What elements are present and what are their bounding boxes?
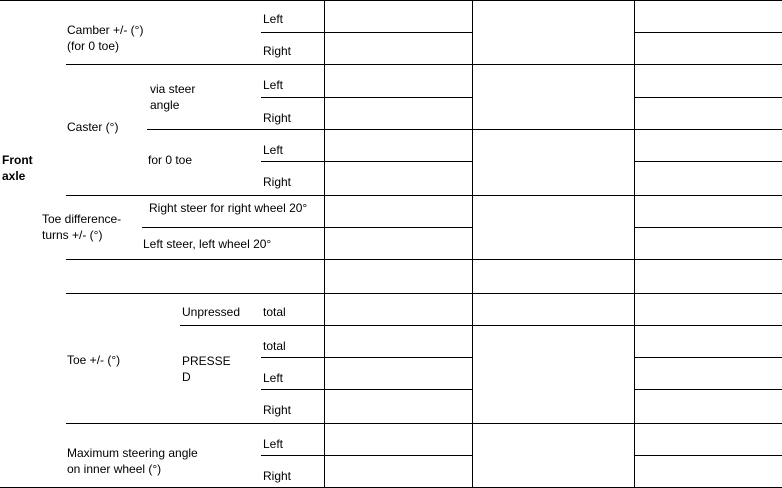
toe-unpressed-label: Unpressed: [182, 305, 241, 319]
caster-label: Caster (°): [67, 120, 119, 134]
grid-line: [66, 259, 782, 260]
toe-pressed-line1: PRESSE: [182, 354, 231, 368]
toe-difference-label: [42, 211, 121, 243]
left-steer-label: Left steer, left wheel 20°: [143, 237, 272, 251]
grid-line: [634, 455, 782, 456]
grid-line: [634, 0, 635, 488]
caster-via-steer-line2: angle: [150, 98, 180, 112]
grid-line: [634, 32, 782, 33]
grid-line: [634, 97, 782, 98]
grid-line: [634, 161, 782, 162]
grid-line: [261, 161, 473, 162]
grid-line: [634, 357, 782, 358]
camber-label-line2: (for 0 toe): [67, 39, 120, 53]
section-label-line1: Front: [2, 153, 33, 167]
caster-via-steer-label: [150, 81, 195, 113]
toe-unpressed-total-label: total: [263, 305, 286, 319]
grid-line: [66, 423, 782, 424]
caster-via-steer-right-label: Right: [263, 111, 292, 125]
grid-line: [142, 227, 473, 228]
toe-pressed-label: [182, 353, 231, 385]
grid-line: [261, 97, 473, 98]
grid-line: [472, 0, 473, 488]
max-steer-left-label: Left: [263, 437, 284, 451]
grid-line: [261, 357, 473, 358]
grid-line: [0, 0, 782, 1]
camber-label: [67, 22, 143, 54]
camber-left-label: Left: [263, 12, 284, 26]
toe-pressed-right-label: Right: [263, 403, 292, 417]
right-steer-label: Right steer for right wheel 20°: [149, 201, 308, 215]
caster-zero-toe-right-label: Right: [263, 175, 292, 189]
grid-line: [66, 293, 782, 294]
grid-line: [324, 0, 325, 488]
caster-for-zero-toe-label: for 0 toe: [148, 153, 193, 167]
grid-line: [261, 32, 473, 33]
max-steer-label: [67, 445, 198, 477]
caster-zero-toe-left-label: Left: [263, 143, 284, 157]
max-steer-line2: on inner wheel (°): [67, 462, 162, 476]
toe-pressed-total-label: total: [263, 339, 286, 353]
grid-line: [261, 455, 473, 456]
grid-line: [261, 389, 473, 390]
camber-label-line1: Camber +/- (°): [67, 23, 144, 37]
toe-label: Toe +/- (°): [67, 353, 121, 367]
toe-difference-line2: turns +/- (°): [42, 228, 103, 242]
section-label-front-axle: [2, 152, 33, 184]
max-steer-right-label: Right: [263, 469, 292, 483]
grid-line: [180, 325, 782, 326]
max-steer-line1: Maximum steering angle: [67, 446, 198, 460]
camber-right-label: Right: [263, 44, 292, 58]
grid-line: [66, 64, 782, 65]
section-label-line2: axle: [2, 169, 26, 183]
grid-line: [147, 129, 782, 130]
grid-line: [634, 227, 782, 228]
toe-difference-line1: Toe difference-: [42, 212, 122, 226]
toe-pressed-line2: D: [182, 370, 191, 384]
caster-via-steer-line1: via steer: [150, 82, 196, 96]
toe-pressed-left-label: Left: [263, 371, 284, 385]
grid-line: [634, 389, 782, 390]
caster-via-steer-left-label: Left: [263, 78, 284, 92]
grid-line: [66, 195, 782, 196]
